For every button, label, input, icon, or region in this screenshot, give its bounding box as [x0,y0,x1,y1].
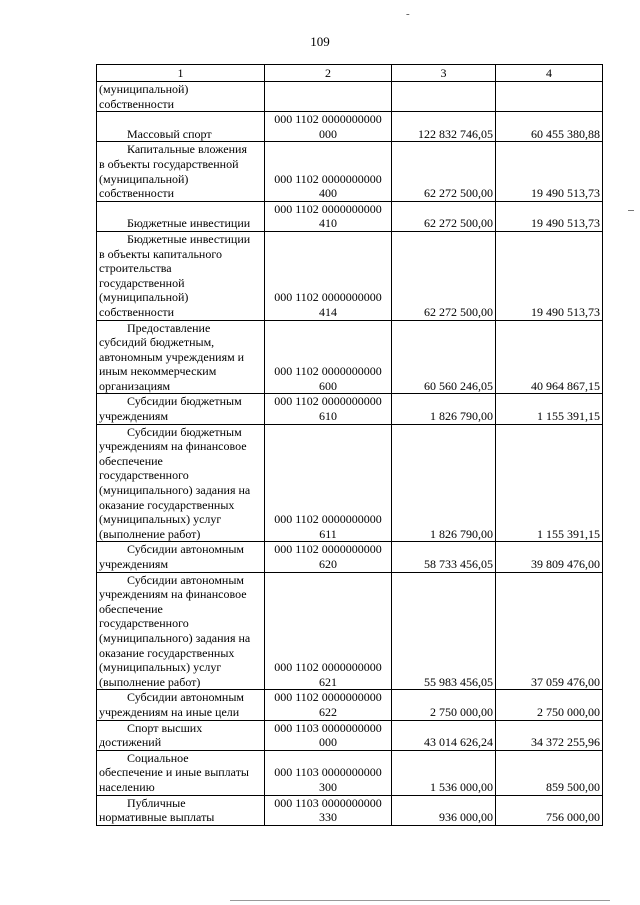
row-value-col3: 62 272 500,00 [392,231,496,320]
edge-mark [628,210,634,211]
row-name-line: (выполнение работ) [99,674,201,689]
row-name-cell [97,542,265,572]
row-name-line: Публичные [127,795,186,810]
row-name-line: Субсидии автономным [127,690,244,705]
table-row [97,424,603,542]
row-value-col4: 34 372 255,96 [496,720,603,750]
row-name-line: Спорт высших [127,720,203,735]
row-name-cell [97,394,265,424]
table-row [97,720,603,750]
row-name-line: (муниципального) задания на [99,630,251,645]
row-name-line: Капитальные вложения [127,142,247,157]
row-value-col3: 58 733 456,05 [392,542,496,572]
row-code-cell [265,542,392,572]
table-row [97,542,603,572]
row-name-line: обеспечение [99,453,163,468]
row-value-col4: 40 964 867,15 [496,320,603,394]
table-row [97,82,603,112]
row-name-cell [97,82,265,112]
row-code-cell [265,795,392,825]
row-code-line: 000 1102 0000000000 [274,201,382,216]
table-row [97,142,603,201]
row-code-line: 000 1102 0000000000 [274,112,382,127]
row-value-col4: 19 490 513,73 [496,142,603,201]
table-row [97,572,603,690]
table-row [97,394,603,424]
table-row [97,112,603,142]
row-value-col4: 859 500,00 [496,750,603,795]
row-name-cell [97,201,265,231]
row-code-line: 000 [319,735,337,750]
row-code-cell [265,112,392,142]
row-code-line: 611 [319,526,337,541]
row-value-col3: 122 832 746,05 [392,112,496,142]
row-name-line: (муниципальных) услуг [99,512,222,527]
row-name-line: (муниципального) задания на [99,483,251,498]
table-header [97,65,603,82]
row-value-col3: 1 536 000,00 [392,750,496,795]
table-row [97,201,603,231]
table-row [97,690,603,720]
header-col-4: 4 [496,65,603,82]
row-code-line: 000 1103 0000000000 [274,795,382,810]
row-name-line: Субсидии бюджетным [127,394,242,409]
row-value-col3: 2 750 000,00 [392,690,496,720]
row-code-cell [265,320,392,394]
row-value-col4: 756 000,00 [496,795,603,825]
row-code-line: 000 1102 0000000000 [274,512,382,527]
row-name-line: учреждениям на финансовое [99,587,247,602]
row-code-cell [265,231,392,320]
row-name-line: в объекты государственной [99,156,239,171]
row-code-line [267,82,389,97]
row-name-cell [97,320,265,394]
row-code-line: 414 [319,304,337,319]
row-name-cell [97,142,265,201]
row-name-line: автономным учреждениям и [99,349,245,364]
row-name-line: обеспечение и иные выплаты [99,765,249,780]
row-code-line: 000 1102 0000000000 [274,660,382,675]
row-name-cell [97,572,265,690]
row-name-cell [97,795,265,825]
header-col-2: 2 [265,65,392,82]
row-code-line: 621 [319,674,337,689]
row-value-col3: 936 000,00 [392,795,496,825]
row-code-line: 620 [319,557,337,571]
row-name-line: собственности [99,96,175,111]
row-name-line: государственного [99,468,189,483]
row-name-line: строительства [99,261,172,276]
row-code-cell [265,82,392,112]
row-code-cell [265,424,392,542]
row-value-col4: 19 490 513,73 [496,231,603,320]
row-name-line: нормативные выплаты [99,810,215,825]
row-code-line: 000 1102 0000000000 [274,542,382,557]
row-value-col3: 1 826 790,00 [392,394,496,424]
row-value-col4 [496,82,603,112]
row-name-line: (муниципальной) [99,82,189,96]
row-value-col4: 60 455 380,88 [496,112,603,142]
row-code-line: 000 1103 0000000000 [274,720,382,735]
row-value-col3: 43 014 626,24 [392,720,496,750]
row-value-col3: 60 560 246,05 [392,320,496,394]
row-code-cell [265,750,392,795]
row-code-line: 000 1102 0000000000 [274,394,382,409]
row-name-line: Социальное [127,750,189,765]
row-name-line: Предоставление [127,320,211,335]
page-number: 109 [310,34,330,49]
row-code-line: 622 [319,704,337,719]
table-row [97,750,603,795]
row-name-line: Бюджетные инвестиции [127,216,251,231]
row-code-line: 600 [319,378,337,393]
row-value-col3: 62 272 500,00 [392,201,496,231]
row-code-line: 410 [319,216,337,231]
row-value-col3: 62 272 500,00 [392,142,496,201]
row-value-col4: 1 155 391,15 [496,394,603,424]
row-value-col4: 19 490 513,73 [496,201,603,231]
row-name-line: организациям [99,378,171,393]
row-code-cell [265,394,392,424]
row-code-line: 400 [319,186,337,201]
row-name-line: (выполнение работ) [99,526,201,541]
row-code-line: 000 1102 0000000000 [274,690,382,705]
row-name-line: (муниципальной) [99,171,189,186]
row-code-line: 000 1102 0000000000 [274,171,382,186]
row-code-cell [265,201,392,231]
row-name-line: собственности [99,186,175,201]
row-name-line: субсидий бюджетным, [99,335,215,350]
table-row [97,231,603,320]
row-code-line: 000 1103 0000000000 [274,765,382,780]
row-name-line: населению [99,779,155,794]
row-code-line: 000 1102 0000000000 [274,290,382,305]
row-code-line [267,97,389,112]
row-code-line: 000 [319,126,337,141]
row-value-col3: 1 826 790,00 [392,424,496,542]
row-name-cell [97,720,265,750]
row-code-cell [265,142,392,201]
row-name-line: Субсидии бюджетным [127,424,242,439]
row-code-cell [265,572,392,690]
row-name-line: учреждениям на финансовое [99,439,247,454]
footer-line [230,900,610,901]
budget-table [96,64,603,826]
row-name-line: учреждениям [99,557,169,571]
row-name-line: оказание государственных [99,497,235,512]
row-name-line: иным некоммерческим [99,364,217,379]
table-row [97,795,603,825]
header-row [97,65,603,82]
row-value-col4: 1 155 391,15 [496,424,603,542]
row-code-line: 000 1102 0000000000 [274,364,382,379]
row-name-cell [97,231,265,320]
row-name-line: учреждениям [99,409,169,424]
row-name-cell [97,424,265,542]
row-name-line: достижений [99,735,162,750]
header-col-3: 3 [392,65,496,82]
row-value-col3: 55 983 456,05 [392,572,496,690]
table-body [97,82,603,826]
row-name-line: собственности [99,304,175,319]
row-name-cell [97,750,265,795]
row-name-line: обеспечение [99,601,163,616]
scan-mark: - [406,8,410,20]
row-name-line: государственной [99,275,185,290]
row-code-line: 330 [319,810,337,825]
header-col-1: 1 [97,65,265,82]
row-name-line: государственного [99,616,189,631]
row-name-line: Субсидии автономным [127,572,244,587]
row-value-col4: 39 809 476,00 [496,542,603,572]
row-name-line: Бюджетные инвестиции [127,231,251,246]
row-value-col4: 2 750 000,00 [496,690,603,720]
row-value-col3 [392,82,496,112]
row-name-line: Субсидии автономным [127,542,244,557]
table-row [97,320,603,394]
row-code-cell [265,690,392,720]
row-name-line: (муниципальных) услуг [99,660,222,675]
row-code-line: 610 [319,409,337,424]
row-name-cell [97,112,265,142]
row-name-line: (муниципальной) [99,290,189,305]
row-name-line: в объекты капитального [99,246,222,261]
row-name-cell [97,690,265,720]
row-name-line: оказание государственных [99,645,235,660]
row-name-line: учреждениям на иные цели [99,704,240,719]
row-code-cell [265,720,392,750]
row-code-line: 300 [319,779,337,794]
row-value-col4: 37 059 476,00 [496,572,603,690]
row-name-line: Массовый спорт [127,126,212,141]
